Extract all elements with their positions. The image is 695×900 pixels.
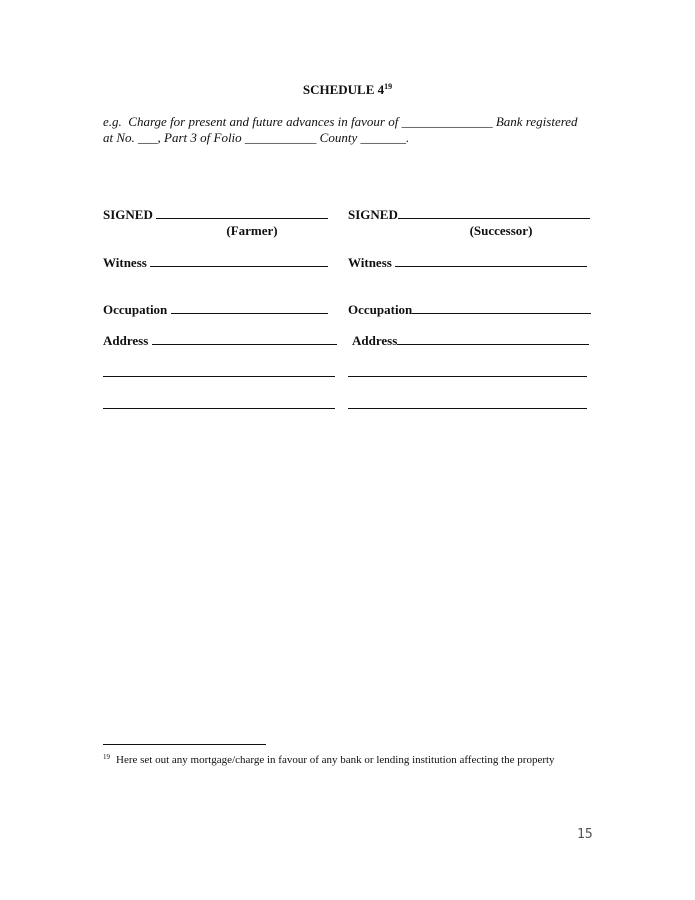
successor-signature-line[interactable]: [398, 207, 590, 219]
farmer-signed-label: SIGNED: [103, 207, 153, 222]
successor-role-label: (Successor): [469, 223, 533, 238]
successor-address-line-2[interactable]: [348, 376, 587, 377]
footnote-ref: 19: [103, 753, 110, 761]
farmer-signature-line[interactable]: [156, 207, 328, 219]
page-number: 15: [577, 827, 593, 842]
successor-address-line-3[interactable]: [348, 408, 587, 409]
farmer-address-line-2[interactable]: [103, 376, 335, 377]
successor-address-field: [352, 333, 589, 349]
farmer-address-label: Address: [103, 333, 149, 348]
successor-address-line-1[interactable]: [397, 333, 589, 345]
farmer-witness-line[interactable]: [150, 255, 328, 267]
successor-witness-line[interactable]: [395, 255, 587, 267]
farmer-address-line-1[interactable]: [152, 333, 337, 345]
footnote-text: Here set out any mortgage/charge in favour of any bank or lending institution affecting the property: [116, 754, 555, 766]
intro-paragraph: [103, 114, 598, 146]
footnote-separator: [103, 744, 266, 745]
footnote: [103, 753, 555, 766]
farmer-witness-field: [103, 255, 328, 271]
intro-line-1: e.g. Charge for present and future advances in favour of ______________ Bank registered: [103, 114, 578, 129]
schedule-title: [0, 82, 695, 98]
successor-address-label: Address: [352, 333, 398, 348]
successor-witness-label: Witness: [348, 255, 392, 270]
farmer-address-field: [103, 333, 337, 349]
farmer-occupation-field: [103, 302, 328, 318]
farmer-occupation-line[interactable]: [171, 302, 328, 314]
intro-line-2: at No. ___, Part 3 of Folio ___________ County _______.: [103, 130, 410, 145]
title-footnote-ref: 19: [384, 82, 393, 91]
successor-witness-field: [348, 255, 587, 271]
successor-signed-field: [348, 207, 590, 223]
successor-occupation-field: [348, 302, 591, 318]
farmer-occupation-label: Occupation: [103, 302, 168, 317]
farmer-signed-field: [103, 207, 328, 223]
farmer-role-label: (Farmer): [226, 223, 278, 238]
title-text: SCHEDULE 4: [302, 82, 385, 97]
successor-occupation-label: Occupation: [348, 302, 413, 317]
successor-signed-label: SIGNED: [348, 207, 398, 222]
farmer-address-line-3[interactable]: [103, 408, 335, 409]
farmer-witness-label: Witness: [103, 255, 147, 270]
successor-occupation-line[interactable]: [412, 302, 591, 314]
